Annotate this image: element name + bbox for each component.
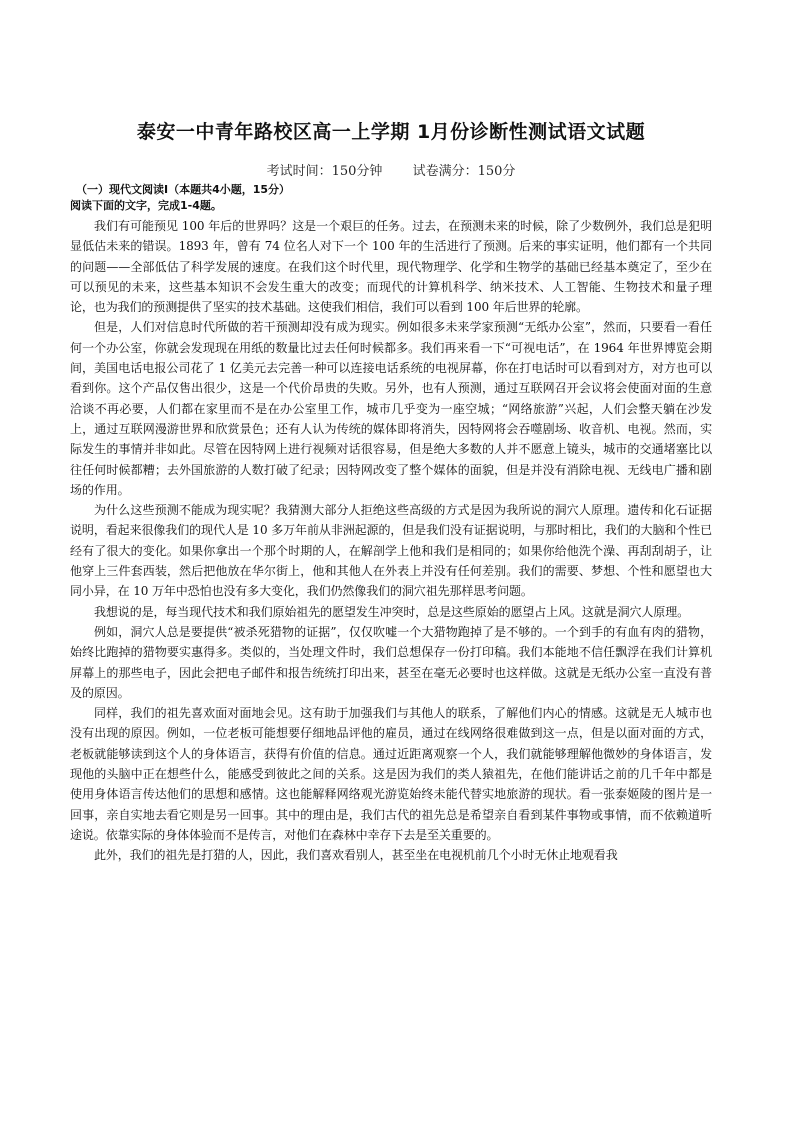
passage-paragraph-6: 同样，我们的祖先喜欢面对面地会见。这有助于加强我们与其他人的联系，了解他们内心的情感。这就是无人城市也没有出现的原因。例如，一位老板可能想要仔细地品评他的雇员，通过在线网络很难做到这一点，但是以面对面的方式，老板就能够读到这个人的身体语言，获得有价值的信息。通过近距离观察一个人，我们就能够理解他微妙的身体语言，发现他的头脑中正在想些什么，能感受到彼此之间的关系。这是因为我们的类人猿祖先，在他们能讲话之前的几千年中都是使用身体语言传达他们的思想和感情。这也能解释网络观光游览始终未能代替实地旅游的现状。看一张泰姬陵的图片是一回事，亲自实地去看它则是另一回事。其中的理由是，我们古代的祖先总是希望亲自看到某件事物或事情，而不依赖道听途说。依靠实际的身体体验而不是传言，对他们在森林中幸存下去是至关重要的。 xyxy=(70,706,712,842)
passage-paragraph-2: 但是，人们对信息时代所做的若干预测却没有成为现实。例如很多未来学家预测“无纸办公室”，然而，只要看一看任何一个办公室，你就会发现现在用纸的数量比过去任何时候都多。我们再来看一下“可视电话”，在 1964 年世界博览会期间，美国电话电报公司花了 1 亿美元去完善一种可以连接电话系统的电视屏幕，你在打电话时可以看到对方，对方也可以看到你。这个产品仅售出很少，这是一个代价昂贵的失败。另外，也有人预测，通过互联网召开会议将会使面对面的生意洽谈不再必要，人们都在家里而不是在办公室里工作，城市几乎变为一座空城；“网络旅游”兴起，人们会整天躺在沙发上，通过互联网漫游世界和欣赏景色；还有人认为传统的媒体即将消失，因特网将会吞噬剧场、收音机、电视。然而，实际发生的事情并非如此。尽管在因特网上进行视频对话很容易，但是绝大多数的人并不愿意上镜头，城市的交通堵塞比以往任何时候都糟；去外国旅游的人数打破了纪录；因特网改变了整个媒体的面貌，但是并没有消除电视、无线电广播和剧场的作用。 xyxy=(70,320,712,497)
exam-time: 考试时间：150分钟 xyxy=(266,164,383,179)
passage-paragraph-7: 此外，我们的祖先是打猎的人，因此，我们喜欢看别人，甚至坐在电视机前几个小时无休止地观看我 xyxy=(94,848,618,863)
passage-paragraph-5: 例如，洞穴人总是要提供“被杀死猎物的证据”，仅仅吹嘘一个大猎物跑掉了是不够的。一个到手的有血有肉的猎物，始终比跑掉的猎物要实惠得多。类似的，当处理文件时，我们总想保存一份打印稿。我们本能地不信任飘浮在我们计算机屏幕上的那些电子，因此会把电子邮件和报告统统打印出来，甚至在毫无必要时也这样做。这就是无纸办公室一直没有普及的原因。 xyxy=(70,624,712,700)
exam-info xyxy=(70,162,712,182)
full-score: 试卷满分：150分 xyxy=(412,164,516,179)
passage-paragraph-3: 为什么这些预测不能成为现实呢？我猜测大部分人拒绝这些高级的方式是因为我所说的洞穴人原理。遗传和化石证据说明，看起来很像我们的现代人是 10 多万年前从非洲起源的，但是我们没有证据说明，与那时相比，我们的大脑和个性已经有了很大的变化。如果你拿出一个那个时期的人，在解剖学上他和我们是相同的；如果你给他洗个澡、再刮刮胡子，让他穿上三件套西装，然后把他放在华尔街上，他和其他人在外表上并没有任何差别。我们的需要、梦想、个性和愿望也大同小异，在 10 万年中恐怕也没有多大变化，我们仍然像我们的洞穴祖先那样思考问题。 xyxy=(70,503,712,599)
reading-instruction: 阅读下面的文字，完成1-4题。 xyxy=(70,199,222,212)
passage-paragraph-1: 我们有可能预见 100 年后的世界吗？这是一个艰巨的任务。过去，在预测未来的时候，除了少数例外，我们总是犯明显低估未来的错误。1893 年，曾有 74 位名人对下一个 100 年的生活进行了预测。后来的事实证明，他们都有一个共同的问题——全部低估了科学发展的速度。在我们这个时代里，现代物理学、化学和生物学的基础已经基本奠定了，至少在可以预见的未来，这些基本知识不会发生重大的改变；而现代的计算机科学、纳米技术、人工智能、生物技术和量子理论，也为我们的预测提供了坚实的技术基础。这使我们相信，我们可以看到 100 年后世界的轮廓。 xyxy=(70,219,712,315)
passage-paragraph-4: 我想说的是，每当现代技术和我们原始祖先的愿望发生冲突时，总是这些原始的愿望占上风。这就是洞穴人原理。 xyxy=(94,604,690,619)
section-heading: （一）现代文阅读Ⅰ（本题共4小题，15分） xyxy=(76,183,291,196)
document-title: 泰安一中青年路校区高一上学期 1月份诊断性测试语文试题 xyxy=(136,121,646,143)
